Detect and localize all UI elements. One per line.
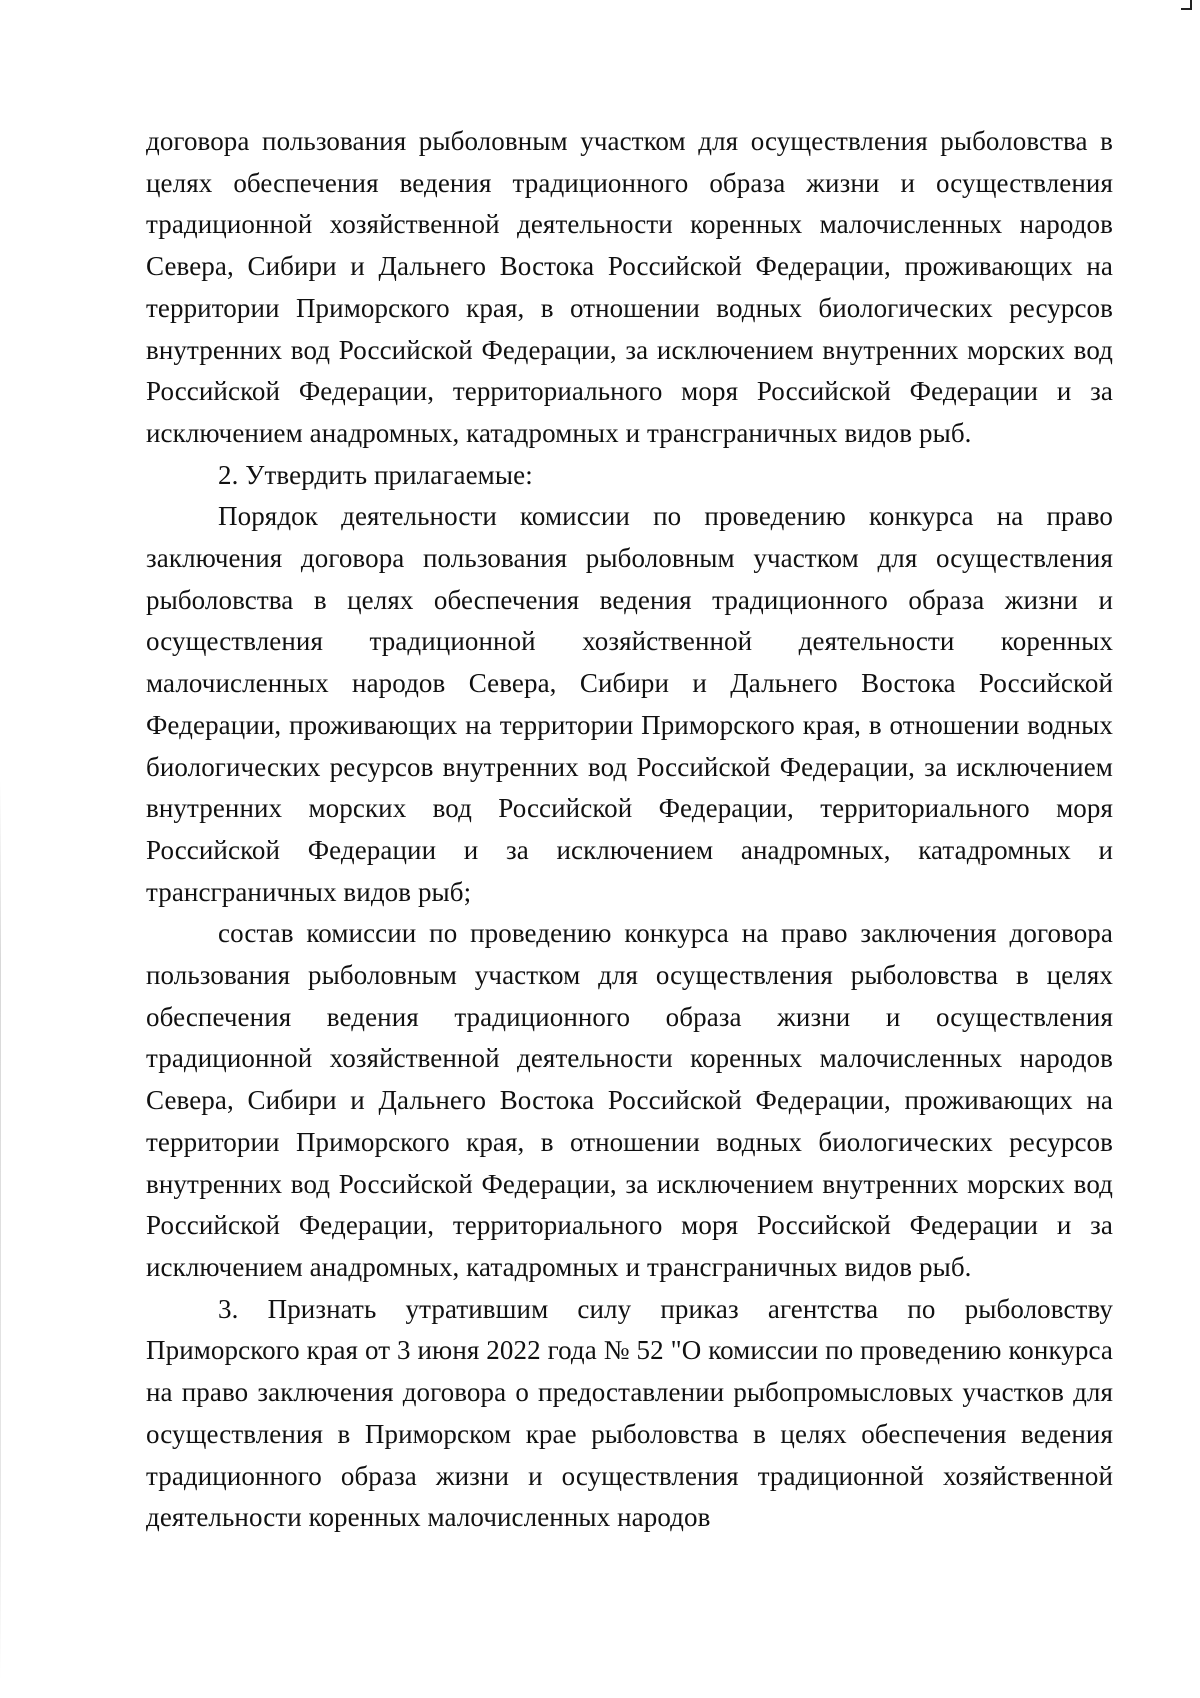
paragraph-procedure: Порядок деятельности комиссии по проведению конкурса на право заключения договора пользования рыболовным участком для осуществления рыболовства в целях обеспечения ведения традиционного образа жизни и осуществления традиционной хозяйственной деятельности коренных малочисленных народов Севера, Сибири и Дальнего Востока Российской Федерации, проживающих на территории Приморского края, в отношении водных биологических ресурсов внутренних вод Российской Федерации, за исключением внутренних морских вод Российской Федерации, территориального моря Российской Федерации и за исключением анадромных, катадромных и трансграничных видов рыб; bbox=[146, 501, 1113, 907]
paragraph-composition: состав комиссии по проведению конкурса на право заключения договора пользования рыболовным участком для осуществления рыболовства в целях обеспечения ведения традиционного образа жизни и осуществления традиционной хозяйственной деятельности коренных малочисленных народов Севера, Сибири и Дальнего Востока Российской Федерации, проживающих на территории Приморского края, в отношении водных биологических ресурсов внутренних вод Российской Федерации, за исключением внутренних морских вод Российской Федерации, территориального моря Российской Федерации и за исключением анадромных, катадромных и трансграничных видов рыб. bbox=[146, 918, 1113, 1282]
paragraph-item-2: 2. Утвердить прилагаемые: bbox=[218, 459, 533, 490]
paragraph-continuation: договора пользования рыболовным участком для осуществления рыболовства в целях обеспечения ведения традиционного образа жизни и осуществления традиционной хозяйственной деятельности коренных малочисленных народов Севера, Сибири и Дальнего Востока Российской Федерации, проживающих на территории Приморского края, в отношении водных биологических ресурсов внутренних вод Российской Федерации, за исключением внутренних морских вод Российской Федерации, территориального моря Российской Федерации и за исключением анадромных, катадромных и трансграничных видов рыб. bbox=[146, 126, 1113, 448]
scan-corner-mark bbox=[1181, 0, 1192, 10]
paragraph-item-3: 3. Признать утратившим силу приказ агентства по рыболовству Приморского края от 3 июня 2022 года № 52 "О комиссии по проведению конкурса на право заключения договора о предоставлении рыбопромысловых участков для осуществления в Приморском крае рыболовства в целях обеспечения ведения традиционного образа жизни и осуществления традиционной хозяйственной деятельности коренных малочисленных народов bbox=[146, 1293, 1113, 1533]
scan-left-edge bbox=[0, 780, 1, 1680]
document-body bbox=[146, 121, 1113, 1539]
